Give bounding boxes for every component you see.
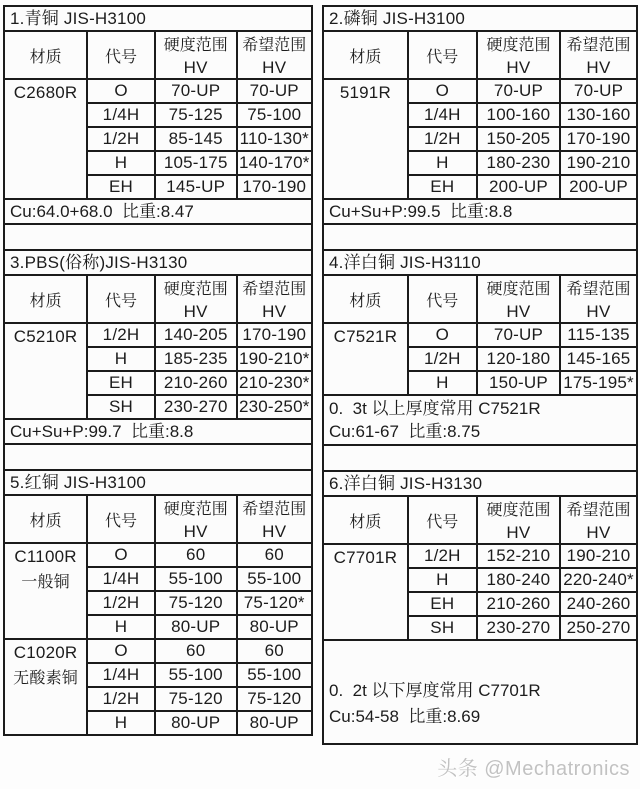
hardness-cell: 75-125	[155, 103, 237, 127]
desired-cell: 175-195*	[560, 371, 637, 395]
table-head	[4, 275, 312, 323]
col-header-hardness-range-line1: 硬度范围	[486, 281, 551, 298]
col-header-desired-range	[237, 31, 312, 79]
code-cell: 1/4H	[87, 663, 155, 687]
col-header-hardness-range-line2: HV	[506, 302, 531, 321]
col-header-desired-range-line2: HV	[586, 523, 611, 542]
col-header-hardness-range-line1: 硬度范围	[163, 37, 228, 54]
material-line: 5191R	[339, 83, 391, 102]
material-cell	[323, 79, 408, 199]
col-header-desired-range-label	[561, 32, 636, 78]
col-header-desired-range-line2: HV	[262, 58, 287, 77]
col-header-desired-range-line1: 希望范围	[242, 37, 307, 54]
code-cell: 1/4H	[87, 567, 155, 591]
table-head	[4, 31, 312, 79]
code-cell: EH	[87, 371, 155, 395]
empty-row	[3, 443, 313, 471]
material-cell	[4, 323, 87, 419]
hardness-table-4	[322, 274, 638, 396]
table-block-4	[322, 249, 638, 472]
table-sheet	[3, 5, 638, 745]
desired-cell: 190-210	[560, 544, 637, 568]
footer-line: 0. 3t 以上厚度常用 C7521R	[329, 398, 541, 418]
table-head	[323, 275, 637, 323]
col-header-desired-range	[560, 31, 637, 79]
desired-cell: 210-230*	[237, 371, 312, 395]
hardness-cell: 80-UP	[155, 711, 237, 735]
desired-cell: 170-190	[237, 175, 312, 199]
col-header-hardness-range	[155, 495, 237, 543]
col-header-hardness-range-label	[478, 276, 559, 322]
table-block-6	[322, 470, 638, 745]
material-line: C7521R	[333, 327, 398, 346]
col-header-hardness-range-label	[478, 497, 559, 543]
desired-cell: 60	[237, 639, 312, 663]
code-cell: H	[87, 615, 155, 639]
header-row	[323, 496, 637, 544]
desired-cell: 75-100	[237, 103, 312, 127]
hardness-cell: 105-175	[155, 151, 237, 175]
hardness-table-6	[322, 495, 638, 641]
col-header-desired-range-line2: HV	[586, 58, 611, 77]
col-header-desired-range-line1: 希望范围	[566, 502, 631, 519]
empty-row	[3, 223, 313, 251]
col-header-material: 材质	[323, 31, 408, 79]
code-cell: H	[87, 151, 155, 175]
col-header-hardness-range	[155, 275, 237, 323]
code-cell: 1/2H	[87, 127, 155, 151]
col-header-code: 代号	[87, 495, 155, 543]
col-header-material: 材质	[323, 496, 408, 544]
code-cell: H	[87, 347, 155, 371]
col-header-hardness-range-line2: HV	[183, 302, 208, 321]
col-header-material: 材质	[4, 31, 87, 79]
header-row	[4, 275, 312, 323]
table-row	[323, 544, 637, 568]
material-line: C2680R	[13, 83, 78, 102]
material-line: C5210R	[13, 327, 78, 346]
desired-cell: 80-UP	[237, 615, 312, 639]
desired-cell: 140-170*	[237, 151, 312, 175]
table-footer	[322, 639, 638, 745]
table-title: 1.青铜 JIS-H3100	[3, 5, 313, 32]
col-header-desired-range-line1: 希望范围	[566, 37, 631, 54]
col-header-hardness-range	[477, 275, 560, 323]
table-row	[4, 543, 312, 567]
col-header-material: 材质	[323, 275, 408, 323]
hardness-cell: 120-180	[477, 347, 560, 371]
hardness-cell: 80-UP	[155, 615, 237, 639]
col-header-code: 代号	[87, 275, 155, 323]
table-row	[4, 639, 312, 663]
desired-cell: 115-135	[560, 323, 637, 347]
hardness-cell: 152-210	[477, 544, 560, 568]
code-cell: H	[408, 371, 477, 395]
col-header-desired-range-label	[238, 32, 311, 78]
desired-cell: 230-250*	[237, 395, 312, 419]
code-cell: O	[408, 79, 477, 103]
hardness-cell: 55-100	[155, 663, 237, 687]
code-cell: H	[408, 151, 477, 175]
code-cell: EH	[408, 592, 477, 616]
header-row	[323, 31, 637, 79]
table-title: 5.红铜 JIS-H3100	[3, 469, 313, 496]
hardness-table-2	[322, 30, 638, 200]
hardness-cell: 150-205	[477, 127, 560, 151]
code-cell: O	[408, 323, 477, 347]
table-title: 4.洋白铜 JIS-H3110	[322, 249, 638, 276]
hardness-cell: 150-UP	[477, 371, 560, 395]
hardness-cell: 180-230	[477, 151, 560, 175]
col-header-hardness-range	[155, 31, 237, 79]
code-cell: EH	[408, 175, 477, 199]
material-line: C1100R	[14, 547, 77, 566]
col-header-code: 代号	[408, 31, 477, 79]
col-header-desired-range-line1: 希望范围	[242, 281, 307, 298]
col-header-hardness-range-line1: 硬度范围	[163, 501, 228, 518]
table-footer: Cu+Su+P:99.7 比重:8.8	[3, 418, 313, 445]
hardness-cell: 210-260	[477, 592, 560, 616]
empty-row	[322, 223, 638, 251]
desired-cell: 190-210*	[237, 347, 312, 371]
code-cell: 1/2H	[87, 591, 155, 615]
header-row	[4, 31, 312, 79]
hardness-cell: 70-UP	[477, 79, 560, 103]
material-line: C1020R	[13, 643, 78, 662]
col-header-desired-range-line2: HV	[586, 302, 611, 321]
hardness-cell: 140-205	[155, 323, 237, 347]
col-header-desired-range	[237, 275, 312, 323]
table-footer: Cu+Su+P:99.5 比重:8.8	[322, 198, 638, 225]
code-cell: 1/2H	[408, 347, 477, 371]
desired-cell: 145-165	[560, 347, 637, 371]
code-cell: 1/2H	[87, 687, 155, 711]
right-column	[322, 5, 638, 745]
desired-cell: 200-UP	[560, 175, 637, 199]
col-header-desired-range-label	[561, 497, 636, 543]
table-head	[323, 31, 637, 79]
hardness-cell: 75-120	[155, 687, 237, 711]
desired-cell: 75-120*	[237, 591, 312, 615]
code-cell: 1/2H	[408, 127, 477, 151]
footer-line: Cu:54-58 比重:8.69	[329, 707, 481, 727]
table-title: 3.PBS(俗称)JIS-H3130	[3, 249, 313, 276]
code-cell: 1/2H	[87, 323, 155, 347]
table-body	[4, 323, 312, 419]
table-body	[4, 543, 312, 735]
table-block-5	[3, 469, 313, 736]
table-head	[323, 496, 637, 544]
hardness-cell: 185-235	[155, 347, 237, 371]
table-body	[323, 323, 637, 395]
col-header-hardness-range	[477, 496, 560, 544]
col-header-hardness-range-line1: 硬度范围	[486, 37, 551, 54]
col-header-hardness-range-line2: HV	[506, 523, 531, 542]
left-column	[3, 5, 313, 745]
col-header-hardness-range	[477, 31, 560, 79]
table-block-1	[3, 5, 313, 251]
hardness-cell: 60	[155, 543, 237, 567]
hardness-table-5	[3, 494, 313, 736]
footer-line: Cu:61-67 比重:8.75	[329, 421, 481, 441]
col-header-desired-range-line2: HV	[262, 522, 287, 541]
material-cell	[4, 543, 87, 639]
hardness-cell: 55-100	[155, 567, 237, 591]
table-title: 2.磷铜 JIS-H3100	[322, 5, 638, 32]
table-row	[4, 323, 312, 347]
desired-cell: 170-190	[237, 323, 312, 347]
col-header-desired-range	[560, 275, 637, 323]
code-cell: SH	[87, 395, 155, 419]
col-header-material: 材质	[4, 275, 87, 323]
code-cell: O	[87, 79, 155, 103]
table-row	[323, 79, 637, 103]
col-header-desired-range	[237, 495, 312, 543]
table-block-2	[322, 5, 638, 251]
table-row	[4, 79, 312, 103]
col-header-hardness-range-label	[156, 276, 236, 322]
hardness-cell: 200-UP	[477, 175, 560, 199]
material-cell	[323, 544, 408, 640]
code-cell: 1/4H	[408, 103, 477, 127]
code-cell: SH	[408, 616, 477, 640]
code-cell: H	[408, 568, 477, 592]
table-body	[323, 79, 637, 199]
desired-cell: 130-160	[560, 103, 637, 127]
hardness-cell: 145-UP	[155, 175, 237, 199]
desired-cell: 55-100	[237, 567, 312, 591]
desired-cell: 55-100	[237, 663, 312, 687]
col-header-code: 代号	[408, 496, 477, 544]
table-row	[323, 323, 637, 347]
desired-cell: 70-UP	[560, 79, 637, 103]
desired-cell: 170-190	[560, 127, 637, 151]
watermark-text: 头条 @Mechatronics	[437, 758, 630, 780]
code-cell: EH	[87, 175, 155, 199]
hardness-cell: 100-160	[477, 103, 560, 127]
table-footer: Cu:64.0+68.0 比重:8.47	[3, 198, 313, 225]
col-header-hardness-range-line1: 硬度范围	[163, 281, 228, 298]
col-header-hardness-range-line2: HV	[183, 58, 208, 77]
desired-cell: 250-270	[560, 616, 637, 640]
desired-cell: 190-210	[560, 151, 637, 175]
table-body	[323, 544, 637, 640]
header-row	[4, 495, 312, 543]
material-cell	[4, 79, 87, 199]
col-header-code: 代号	[87, 31, 155, 79]
code-cell: H	[87, 711, 155, 735]
material-line: 一般铜	[21, 574, 70, 591]
table-head	[4, 495, 312, 543]
col-header-hardness-range-label	[156, 496, 236, 542]
material-line: C7701R	[333, 548, 398, 567]
col-header-desired-range-line2: HV	[262, 302, 287, 321]
empty-row	[322, 444, 638, 472]
col-header-material: 材质	[4, 495, 87, 543]
footer-line: 0. 2t 以下厚度常用 C7701R	[329, 680, 541, 700]
desired-cell: 110-130*	[237, 127, 312, 151]
desired-cell: 80-UP	[237, 711, 312, 735]
hardness-cell: 230-270	[155, 395, 237, 419]
hardness-cell: 210-260	[155, 371, 237, 395]
table-block-3	[3, 249, 313, 471]
col-header-desired-range-label	[238, 496, 311, 542]
col-header-desired-range	[560, 496, 637, 544]
desired-cell: 60	[237, 543, 312, 567]
desired-cell: 70-UP	[237, 79, 312, 103]
header-row	[323, 275, 637, 323]
col-header-desired-range-line1: 希望范围	[566, 281, 631, 298]
col-header-desired-range-label	[561, 276, 636, 322]
hardness-cell: 75-120	[155, 591, 237, 615]
desired-cell: 240-260	[560, 592, 637, 616]
col-header-hardness-range-line2: HV	[183, 522, 208, 541]
col-header-hardness-range-label	[156, 32, 236, 78]
col-header-desired-range-line1: 希望范围	[242, 501, 307, 518]
code-cell: 1/4H	[87, 103, 155, 127]
hardness-cell: 180-240	[477, 568, 560, 592]
table-title: 6.洋白铜 JIS-H3130	[322, 470, 638, 497]
col-header-hardness-range-line2: HV	[506, 58, 531, 77]
code-cell: O	[87, 639, 155, 663]
material-cell	[323, 323, 408, 395]
hardness-cell: 85-145	[155, 127, 237, 151]
code-cell: 1/2H	[408, 544, 477, 568]
hardness-cell: 70-UP	[155, 79, 237, 103]
table-footer	[322, 394, 638, 446]
hardness-cell: 230-270	[477, 616, 560, 640]
hardness-table-1	[3, 30, 313, 200]
desired-cell: 220-240*	[560, 568, 637, 592]
material-line: 无酸素铜	[13, 670, 78, 687]
col-header-hardness-range-line1: 硬度范围	[486, 502, 551, 519]
desired-cell: 75-120	[237, 687, 312, 711]
code-cell: O	[87, 543, 155, 567]
hardness-cell: 70-UP	[477, 323, 560, 347]
hardness-cell: 60	[155, 639, 237, 663]
col-header-hardness-range-label	[478, 32, 559, 78]
material-cell	[4, 639, 87, 735]
col-header-code: 代号	[408, 275, 477, 323]
hardness-table-3	[3, 274, 313, 420]
table-body	[4, 79, 312, 199]
col-header-desired-range-label	[238, 276, 311, 322]
